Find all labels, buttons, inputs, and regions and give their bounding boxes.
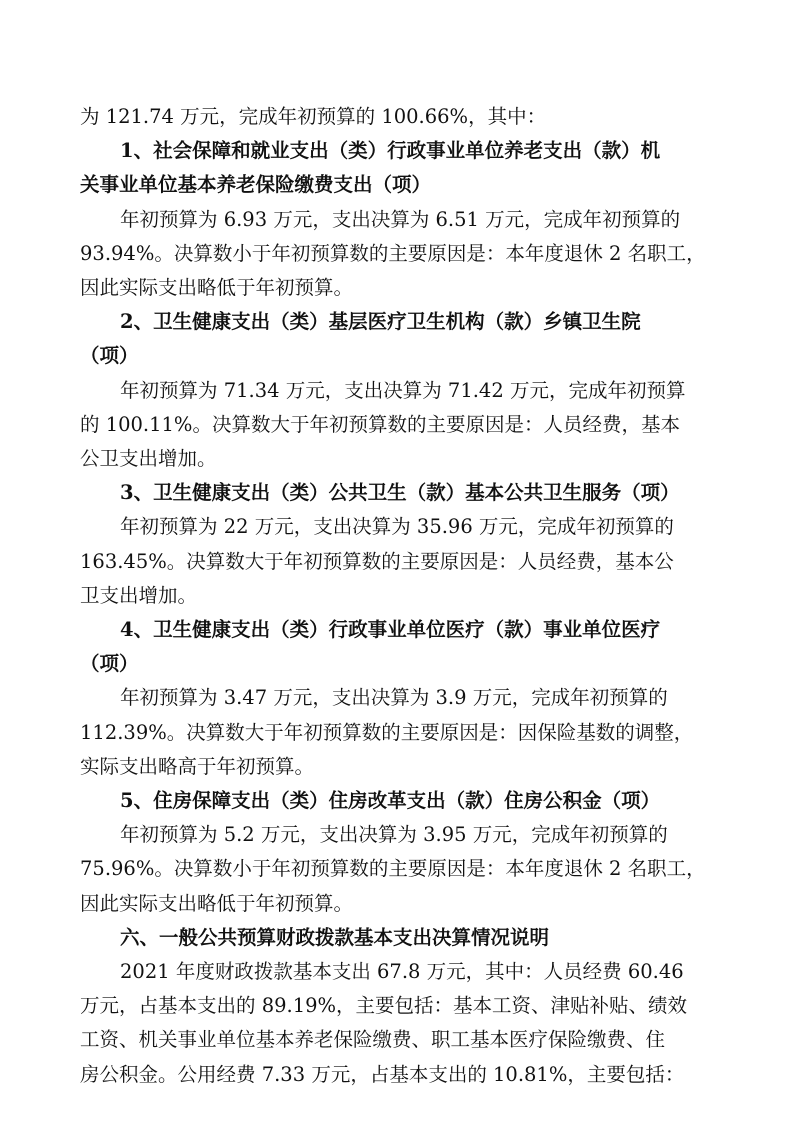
paragraph-line: 万元，占基本支出的 89.19%，主要包括：基本工资、津贴补贴、绩效: [80, 994, 688, 1018]
section-heading-line: 关事业单位基本养老保险缴费支出（项）: [80, 173, 432, 197]
paragraph-line: 因此实际支出略低于年初预算。: [80, 276, 354, 299]
paragraph-line: 2021 年度财政拨款基本支出 67.8 万元，其中：人员经费 60.46: [120, 960, 684, 983]
section-heading-line: 2、卫生健康支出（类）基层医疗卫生机构（款）乡镇卫生院: [120, 310, 641, 334]
paragraph-line: 卫支出增加。: [80, 583, 198, 607]
paragraph-line: 年初预算为 6.93 万元，支出决算为 6.51 万元，完成年初预算的: [120, 207, 681, 231]
section-heading-line: 4、卫生健康支出（类）行政事业单位医疗（款）事业单位医疗: [120, 618, 661, 641]
paragraph-line: 163.45%。决算数大于年初预算数的主要原因是：人员经费，基本公: [80, 549, 674, 573]
paragraph-line: 年初预算为 3.47 万元，支出决算为 3.9 万元，完成年初预算的: [120, 686, 668, 710]
paragraph-line: 75.96%。决算数小于年初预算数的主要原因是：本年度退休 2 名职工，: [80, 857, 706, 881]
paragraph-line: 为 121.74 万元，完成年初预算的 100.66%，其中：: [80, 105, 547, 128]
paragraph-line: 的 100.11%。决算数大于年初预算数的主要原因是：人员经费，基本: [80, 412, 680, 436]
section-heading-line: 5、住房保障支出（类）住房改革支出（款）住房公积金（项）: [120, 789, 661, 812]
paragraph-line: 年初预算为 71.34 万元，支出决算为 71.42 万元，完成年初预算: [120, 378, 686, 402]
paragraph-line: 112.39%。决算数大于年初预算数的主要原因是：因保险基数的调整，: [80, 720, 694, 744]
paragraph-line: 实际支出略高于年初预算。: [80, 754, 315, 778]
paragraph-line: 年初预算为 22 万元，支出决算为 35.96 万元，完成年初预算的: [120, 515, 674, 539]
section-heading-line: （项）: [80, 344, 139, 368]
paragraph-line: 年初预算为 5.2 万元，支出决算为 3.95 万元，完成年初预算的: [120, 823, 668, 847]
paragraph-line: 公卫支出增加。: [80, 447, 217, 470]
paragraph-line: 房公积金。公用经费 7.33 万元，占基本支出的 10.81%，主要包括：: [80, 1062, 685, 1086]
paragraph-line: 93.94%。决算数小于年初预算数的主要原因是：本年度退休 2 名职工，: [80, 241, 706, 265]
section-heading-line: 六、一般公共预算财政拨款基本支出决算情况说明: [120, 925, 550, 949]
section-heading-line: 3、卫生健康支出（类）公共卫生（款）基本公共卫生服务（项）: [120, 481, 680, 505]
paragraph-line: 工资、机关事业单位基本养老保险缴费、职工基本医疗保险缴费、住: [80, 1028, 666, 1052]
section-heading-line: （项）: [80, 652, 139, 676]
section-heading-line: 1、社会保障和就业支出（类）行政事业单位养老支出（款）机: [120, 139, 661, 163]
paragraph-line: 因此实际支出略低于年初预算。: [80, 891, 354, 915]
